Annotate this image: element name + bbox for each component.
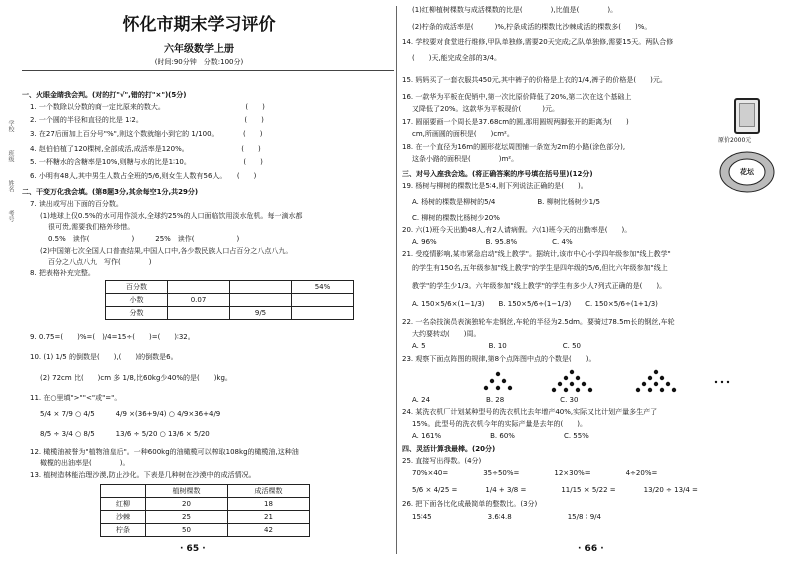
table-cell[interactable] bbox=[230, 281, 292, 294]
section-2-heading: 二、干变万化我会填。(第8题3分,其余每空1分,共29分) bbox=[22, 188, 199, 196]
question-20-options: A. 96% B. 95.8% C. 4% bbox=[412, 238, 573, 246]
question-14-cont: ( )天,能完成全部的3/4。 bbox=[412, 54, 501, 62]
section-3-heading: 三、对号入座我会选。(将正确答案的序号填在括号里)(12分) bbox=[402, 170, 593, 178]
question-4: 4. 赵伯伯植了120棵树,全部成活,成活率是120%。 ( ) bbox=[30, 145, 261, 153]
table-cell: 百分数 bbox=[106, 281, 168, 294]
question-23: 23. 观察下面点阵图的规律,第8个点阵图中点的个数是( )。 bbox=[402, 355, 596, 363]
table-header: 植树棵数 bbox=[146, 485, 228, 498]
question-11: 11. 在○里填">""<"或"="。 bbox=[30, 394, 122, 402]
table-cell[interactable] bbox=[168, 281, 230, 294]
flower-bed-label: 花坛 bbox=[740, 168, 754, 176]
question-26: 26. 把下面各比化成最简单的整数比。(3分) bbox=[402, 500, 538, 508]
table-header: 成活棵数 bbox=[228, 485, 310, 498]
question-22: 22. 一名杂技演员表演独轮车走钢丝,车轮的半径为2.5dm。要骑过78.5m长的钢丝,车轮 bbox=[402, 318, 675, 326]
question-8: 8. 把表格补充完整。 bbox=[30, 269, 95, 277]
tablet-price-label: 原价2000元 bbox=[718, 137, 752, 144]
question-1: 1. 一个数除以分数的商一定比原来的数大。 ( ) bbox=[30, 103, 265, 111]
question-17-cont: cm,所画圆的面积是( )cm²。 bbox=[412, 130, 514, 138]
header-rule bbox=[22, 70, 394, 71]
table-row bbox=[101, 524, 310, 537]
page-subtitle: 六年级数学上册 bbox=[164, 44, 234, 55]
table-cell: 18 bbox=[228, 498, 310, 511]
table-cell: 小数 bbox=[106, 294, 168, 307]
question-7-part-1-cont: 很可贵,需要我们格外珍惜。 bbox=[48, 223, 135, 231]
question-13-part-1: (1)红柳植树棵数与成活棵数的比是( ),比值是( )。 bbox=[412, 6, 618, 14]
question-25-row-2: 5/6 × 4/25 = 1/4 + 3/8 = 11/15 × 5/22 = 13/20 ÷ 13/4 = bbox=[412, 486, 698, 494]
question-18: 18. 在一个直径为16m的圆形花坛周围铺一条宽为2m的小路(涂色部分), bbox=[402, 143, 626, 151]
question-25-row-1: 70%×40= 35÷50%= 12×30%= 4÷20%= bbox=[412, 469, 658, 477]
side-binding-text: 学校 班级 姓名 考号 bbox=[7, 120, 14, 222]
question-7-part-2-blank: 百分之八点八九 写作( ) bbox=[48, 258, 152, 266]
page-title: 怀化市期末学习评价 bbox=[122, 15, 276, 35]
question-5: 5. 一杯糖水的含糖率是10%,则糖与水的比是1∶10。 ( ) bbox=[30, 158, 263, 166]
question-24-cont: 15%。此型号的洗衣机今年的实际产量是去年的( )。 bbox=[412, 420, 588, 428]
table-row bbox=[106, 281, 354, 294]
section-1-heading: 一、火眼金睛我会判。(对的打"√",错的打"×")(5分) bbox=[22, 91, 187, 99]
question-7-blanks: 0.5% 读作( ) 25% 读作( ) bbox=[48, 235, 240, 243]
table-cell: 分数 bbox=[106, 307, 168, 320]
question-23-options: A. 24 B. 28 C. 30 bbox=[412, 396, 579, 404]
table-cell: 42 bbox=[228, 524, 310, 537]
question-25: 25. 直接写出得数。(4分) bbox=[402, 457, 482, 465]
table-cell: 21 bbox=[228, 511, 310, 524]
table-row bbox=[106, 294, 354, 307]
exam-meta: (时间:90分钟 分数:100分) bbox=[154, 58, 244, 66]
question-6: 6. 小明有48人,其中男生人数占全班的5/6,则女生人数有56人。 ( ) bbox=[30, 172, 257, 180]
table-header bbox=[101, 485, 146, 498]
question-3: 3. 在27后面加上百分号"%",则这个数就缩小到它的 1/100。 ( ) bbox=[30, 130, 263, 138]
question-21: 21. 受疫情影响,某市紧急启动"线上教学"。据统计,该市中心小学四年级参加"线上教学" bbox=[402, 250, 671, 258]
table-row bbox=[101, 511, 310, 524]
table-row bbox=[106, 307, 354, 320]
question-11-row-1: 5/4 × 7/9 ○ 4/5 4/9 ×(36+9/4) ○ 4/9×36+4/9 bbox=[40, 410, 221, 418]
question-12: 12. 橄榄油被誉为"植物油皇后"。一种600kg的油橄榄可以榨取108kg的橄榄油,这种油 bbox=[30, 448, 299, 456]
tablet-icon bbox=[734, 98, 760, 134]
fill-table-8 bbox=[105, 280, 354, 320]
table-cell: 0.07 bbox=[168, 294, 230, 307]
question-15: 15. 妈妈买了一套衣服共450元,其中裤子的价格是上衣的1/4,裤子的价格是( )元。 bbox=[402, 76, 667, 84]
question-11-row-2: 8/5 ÷ 3/4 ○ 8/5 13/6 ÷ 5/20 ○ 13/6 × 5/20 bbox=[40, 430, 210, 438]
question-13: 13. 植树造林能治理沙漠,防止沙化。下表是几种树在沙漠中的成活情况。 bbox=[30, 471, 256, 479]
page-number: · 66 · bbox=[578, 544, 604, 554]
survival-table-13 bbox=[100, 484, 310, 537]
question-21-cont-2: 教学"的学生少1/3。六年级参加"线上教学"的学生有多少人?列式正确的是( )。 bbox=[412, 282, 667, 290]
table-cell[interactable] bbox=[230, 294, 292, 307]
question-10-part-2: (2) 72cm 比( )cm 多 1/8,比60kg少40%的是( )kg。 bbox=[40, 374, 232, 382]
question-26-items: 15∶45 3.6∶4.8 15/8 ∶ 9/4 bbox=[412, 513, 601, 521]
table-cell[interactable] bbox=[168, 307, 230, 320]
question-19-option-c: C. 柳树的棵数比杨树少20% bbox=[412, 214, 500, 222]
question-20: 20. 六(1)班今天出勤48人,有2人请病假。六(1)班今天的出勤率是( )。 bbox=[402, 226, 632, 234]
table-header-row bbox=[101, 485, 310, 498]
question-7-part-2: (2)中国第七次全国人口普查结果,中国人口中,各少数民族人口占百分之八点八九。 bbox=[40, 247, 293, 255]
table-cell: 红柳 bbox=[101, 498, 146, 511]
question-7-part-1: (1)地球上仅0.5%的水可用作淡水,全球约25%的人口面临饮用淡水危机。每一滴水都 bbox=[40, 212, 303, 220]
question-18-cont: 这条小路的面积是( )m²。 bbox=[412, 155, 519, 163]
question-16: 16. 一款华为平板在促销中,第一次比原价降低了20%,第二次在这个基础上 bbox=[402, 93, 632, 101]
question-14: 14. 学校要对食堂进行维修,甲队单独修,需要20天完成;乙队单独修,需要15天。两队合修 bbox=[402, 38, 674, 46]
question-24: 24. 某洗衣机厂计划某种型号的洗衣机比去年增产40%,实际又比计划产量多生产了 bbox=[402, 408, 658, 416]
section-4-heading: 四、灵活计算我最棒。(20分) bbox=[402, 445, 496, 453]
table-cell: 沙棘 bbox=[101, 511, 146, 524]
table-cell: 25 bbox=[146, 511, 228, 524]
question-10-part-1: 10. (1) 1/5 的倒数是( ),( )的倒数是6。 bbox=[30, 353, 178, 361]
table-cell[interactable] bbox=[292, 307, 354, 320]
table-cell: 20 bbox=[146, 498, 228, 511]
right-page bbox=[398, 0, 794, 561]
table-cell: 50 bbox=[146, 524, 228, 537]
question-19-options-ab: A. 杨树的棵数是柳树的5/4 B. 柳树比杨树少1/5 bbox=[412, 198, 600, 206]
question-16-cont: 又降低了20%。这款华为平板现价( )元。 bbox=[412, 105, 560, 113]
question-19: 19. 杨树与柳树的棵数比是5∶4,则下列说法正确的是( )。 bbox=[402, 182, 588, 190]
question-13-part-2: (2)柠条的成活率是( )%,柠条成活的棵数比沙棘成活的棵数多( )%。 bbox=[412, 23, 652, 31]
question-22-options: A. 5 B. 10 C. 50 bbox=[412, 342, 581, 350]
table-cell: 9/5 bbox=[230, 307, 292, 320]
question-21-options: A. 150×5/6×(1−1/3) B. 150×5/6÷(1−1/3) C. 150×5/6÷(1+1/3) bbox=[412, 300, 658, 308]
table-row bbox=[101, 498, 310, 511]
question-7: 7. 读出或写出下面的百分数。 bbox=[30, 200, 123, 208]
question-17: 17. 圆丽要画一个周长是37.68cm的圆,那用圆规两脚张开的距离为( ) bbox=[402, 118, 629, 126]
dot-pattern-figures bbox=[478, 368, 738, 394]
table-cell: 54% bbox=[292, 281, 354, 294]
question-9: 9. 0.75=( )%=( )/4=15÷( )=( )∶32。 bbox=[30, 333, 195, 341]
question-21-cont: 的学生有150名,五年级参加"线上教学"的学生是四年级的5/6,但比六年级参加"线上 bbox=[412, 264, 668, 272]
page-number: · 65 · bbox=[180, 544, 206, 554]
table-cell: 柠条 bbox=[101, 524, 146, 537]
table-cell[interactable] bbox=[292, 294, 354, 307]
question-22-cont: 大约要转动( )周。 bbox=[412, 330, 481, 338]
question-24-options: A. 161% B. 60% C. 55% bbox=[412, 432, 589, 440]
page-divider bbox=[396, 6, 397, 554]
question-2: 2. 一个圆的半径和直径的比是 1∶2。 ( ) bbox=[30, 116, 264, 124]
question-12-cont: 橄榄的出油率是( )。 bbox=[40, 459, 130, 467]
